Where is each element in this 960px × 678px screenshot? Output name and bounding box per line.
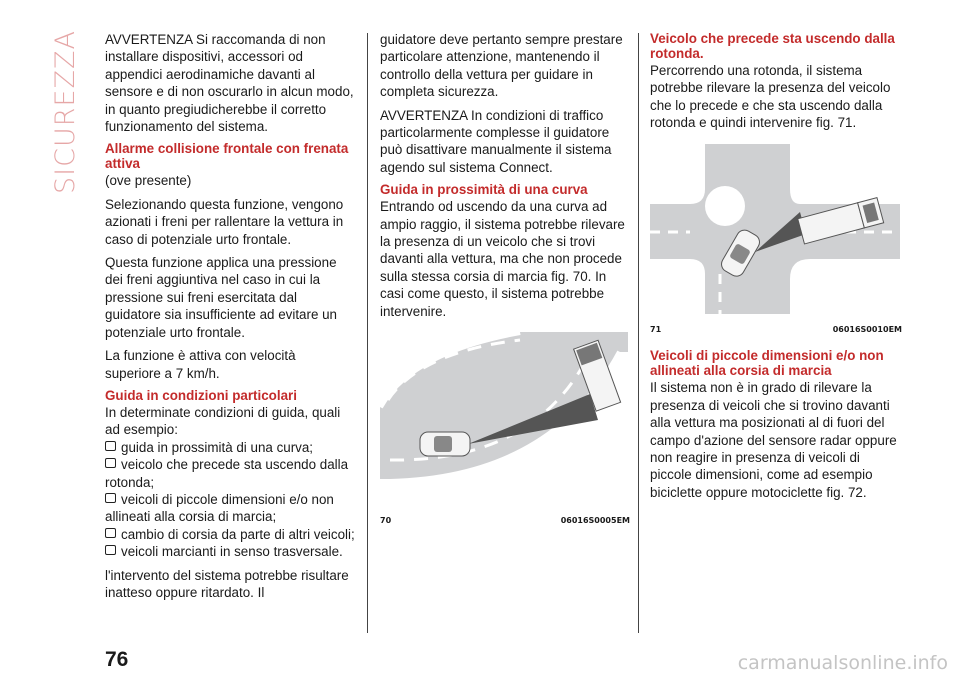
list-item: veicolo che precede sta uscendo dalla rotonda; [105, 457, 349, 490]
curve-illustration [380, 332, 628, 504]
paragraph: Il sistema non è in grado di rilevare la presenza di veicoli che si trovino davanti alla vettura ma posizionati al di fuori del campo d'azione del sensore radar oppure non reagire in presenza di veicoli di piccole dimensioni, come ad esempio biciclette oppure motociclette fig. 72. [650, 380, 897, 500]
paragraph: guidatore deve pertanto sempre prestare particolare attenzione, mantenendo il controllo della vettura per guidare in completa sicurezza. [380, 32, 623, 100]
list-item: cambio di corsia da parte di altri veicoli; [105, 526, 355, 543]
column-1 [105, 31, 355, 607]
paragraph: In determinate condizioni di guida, quali ad esempio: [105, 404, 341, 438]
heading-alarm: Allarme collisione frontale con frenata attiva [105, 141, 349, 172]
page-number: 76 [105, 648, 129, 671]
warning-paragraph: AVVERTENZA In condizioni di traffico particolarmente complesse il guidatore può disattivare manualmente il sistema agendo sul sistema Connect. [380, 107, 612, 175]
column-divider [367, 33, 368, 633]
list-item: veicoli marcianti in senso trasversale. [105, 543, 355, 560]
figure-code: 06016S0010EM [832, 325, 902, 335]
section-label: SICUREZZA [50, 30, 81, 194]
heading-curve: Guida in prossimità di una curva [380, 182, 588, 198]
checkbox-bullet-icon [105, 458, 116, 468]
availability-note: (ove presente) [105, 173, 192, 189]
paragraph: l'intervento del sistema potrebbe risultare inatteso oppure ritardato. Il [105, 567, 349, 600]
column-divider [638, 33, 639, 633]
column-2 [380, 31, 630, 533]
figure-code: 06016S0005EM [560, 515, 630, 525]
paragraph: La funzione è attiva con velocità superiore a 7 km/h. [105, 348, 296, 381]
roundabout-illustration [650, 144, 900, 314]
figure-70 [380, 332, 630, 529]
heading-roundabout: Veicolo che precede sta uscendo dalla rotonda. [650, 31, 895, 61]
checkbox-bullet-icon [105, 528, 116, 538]
list-item: veicoli di piccole dimensioni e/o non allineati alla corsia di marcia; [105, 491, 334, 525]
checkbox-bullet-icon [105, 441, 116, 451]
column-3 [650, 31, 902, 507]
paragraph: Percorrendo una rotonda, il sistema potrebbe rilevare la presenza del veicolo che lo precede e che sta uscendo dalla rotonda e quindi intervenire fig. 71. [650, 63, 891, 131]
figure-71 [650, 144, 902, 339]
heading-small-vehicles: Veicoli di piccole dimensioni e/o non allineati alla corsia di marcia [650, 348, 884, 379]
paragraph: Selezionando questa funzione, vengono azionati i freni per rallentare la vettura in caso di potenziale urto frontale. [105, 196, 344, 247]
heading-special-conditions: Guida in condizioni particolari [105, 387, 297, 403]
bullet-list [105, 439, 355, 561]
list-item: guida in prossimità di una curva; [105, 439, 355, 456]
figure-number: 70 [380, 515, 392, 525]
paragraph: Questa funzione applica una pressione dei freni aggiuntiva nel caso in cui la pressione sui freni esercitata dal guidatore sia insufficiente ad evitare un potenziale urto frontale. [105, 255, 338, 340]
figure-caption [380, 512, 630, 529]
warning-paragraph: AVVERTENZA Si raccomanda di non installare dispositivi, accessori od appendici aerodinamiche davanti al sensore e di non oscurarlo in alcun modo, in quanto pregiudicherebbe il corretto funzionamento del sistema. [105, 32, 354, 135]
checkbox-bullet-icon [105, 493, 116, 503]
paragraph: Entrando od uscendo da una curva ad ampio raggio, il sistema potrebbe rilevare la presenza di un veicolo che si trovi davanti alla vettura, ma che non procede sulla stessa corsia di marcia fig. 70. In casi come questo, il sistema potrebbe intervenire. [380, 199, 625, 319]
figure-number: 71 [650, 325, 662, 335]
figure-caption [650, 321, 902, 338]
checkbox-bullet-icon [105, 545, 116, 555]
watermark: carmanualsonline.info [737, 652, 948, 674]
